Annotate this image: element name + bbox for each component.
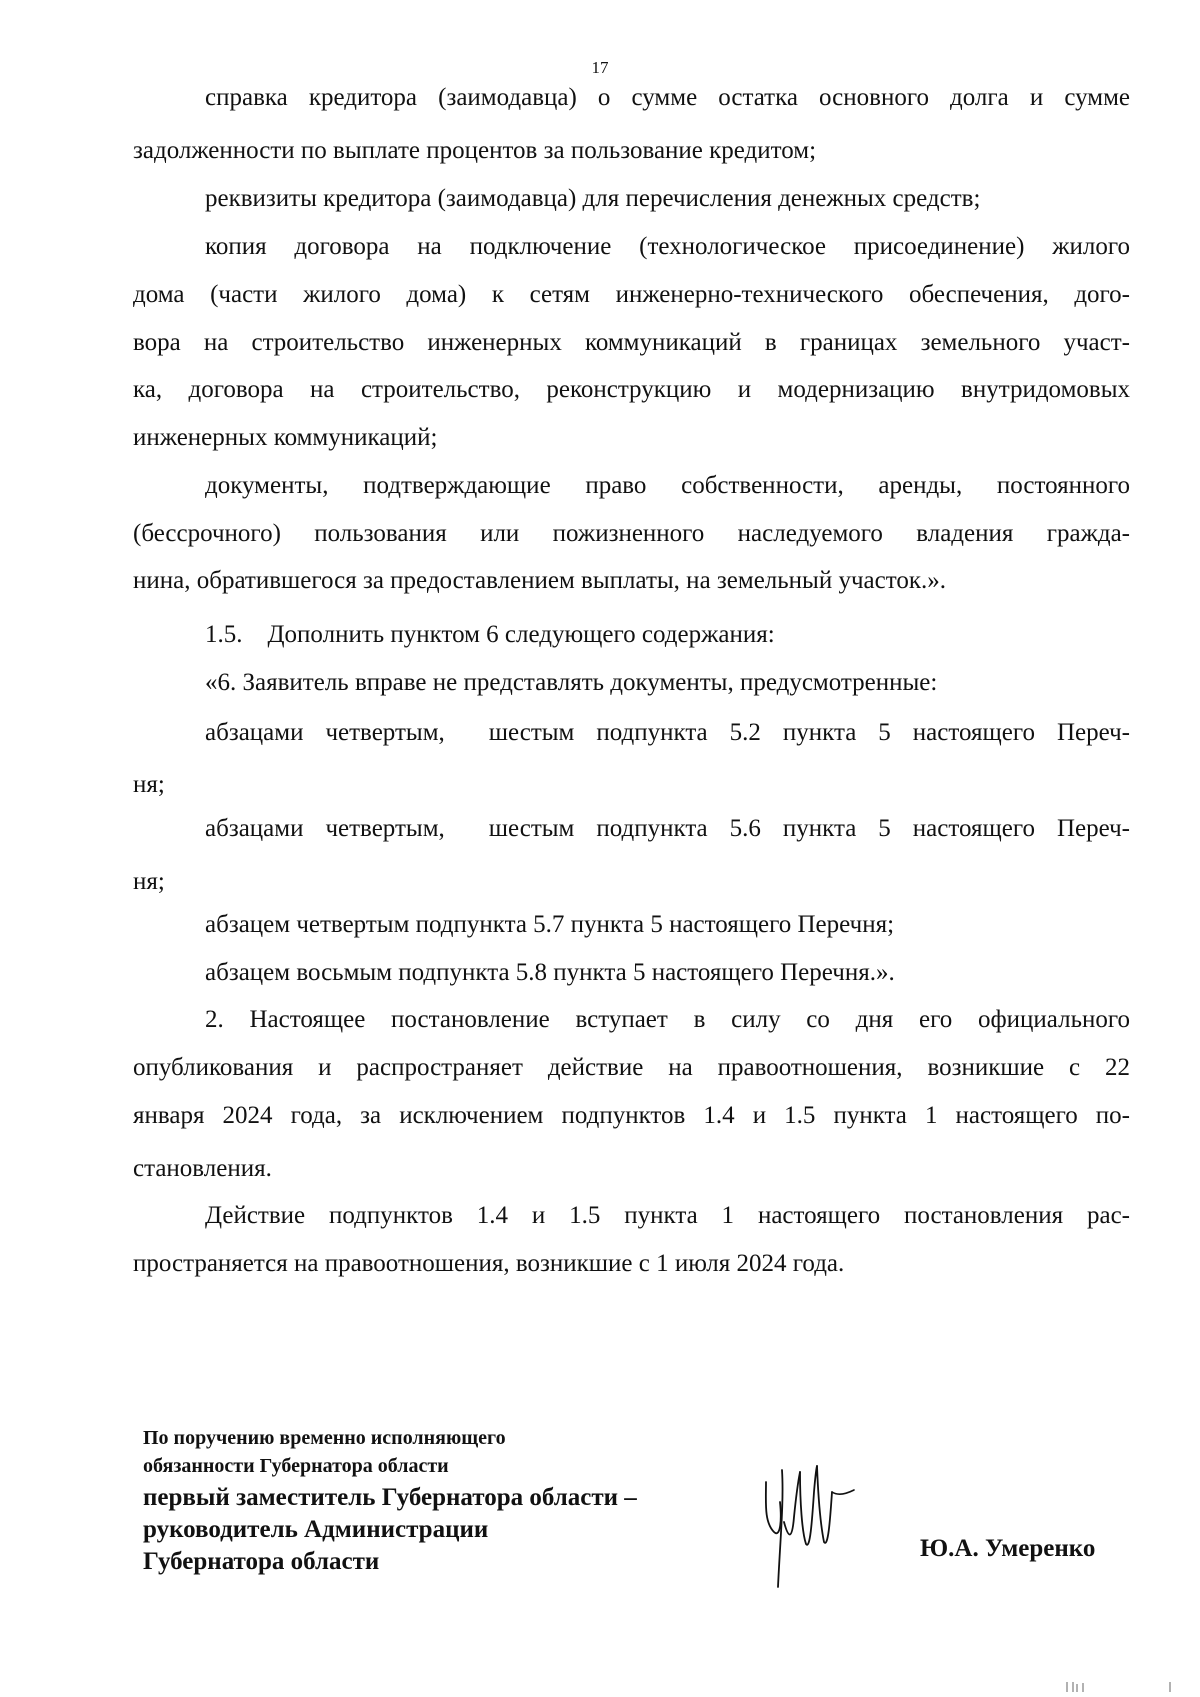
text-line: задолженности по выплате процентов за пользование кредитом; xyxy=(133,137,817,164)
signatory-name: Ю.А. Умеренко xyxy=(920,1535,1096,1562)
text-line: копия договора на подключение (технологическое присоединение) жилого xyxy=(205,233,1130,260)
text-line: становления. xyxy=(133,1155,272,1182)
text-line: ня; xyxy=(133,868,165,895)
text-line: абзацами четвертым, шестым подпункта 5.2 пункта 5 настоящего Переч- xyxy=(205,719,1130,746)
text-line: Действие подпунктов 1.4 и 1.5 пункта 1 настоящего постановления рас- xyxy=(205,1202,1130,1229)
text-line: документы, подтверждающие право собственности, аренды, постоянного xyxy=(205,472,1130,499)
scan-artifact-marks xyxy=(1065,1680,1175,1692)
text-line: 1.5. Дополнить пунктом 6 следующего содержания: xyxy=(205,621,775,648)
signature-position-line: первый заместитель Губернатора области – xyxy=(143,1484,637,1511)
text-line: реквизиты кредитора (заимодавца) для перечисления денежных средств; xyxy=(205,185,981,212)
text-line: дома (части жилого дома) к сетям инженерно-технического обеспечения, дого- xyxy=(133,281,1130,308)
text-line: инженерных коммуникаций; xyxy=(133,424,438,451)
page-number: 17 xyxy=(591,58,609,77)
text-line: опубликования и распространяет действие на правоотношения, возникшие с 22 xyxy=(133,1054,1130,1081)
text-line: абзацем четвертым подпункта 5.7 пункта 5 настоящего Перечня; xyxy=(205,911,895,938)
text-line: нина, обратившегося за предоставлением выплаты, на земельный участок.». xyxy=(133,567,946,594)
signature-title-line: обязанности Губернатора области xyxy=(143,1455,449,1477)
signature-position-line: руководитель Администрации xyxy=(143,1516,489,1543)
text-line: (бессрочного) пользования или пожизненного наследуемого владения гражда- xyxy=(133,520,1130,547)
text-line: января 2024 года, за исключением подпунктов 1.4 и 1.5 пункта 1 настоящего по- xyxy=(133,1102,1130,1129)
text-line: ка, договора на строительство, реконструкцию и модернизацию внутридомовых xyxy=(133,376,1130,403)
signature-position-line: Губернатора области xyxy=(143,1548,380,1575)
text-line: ня; xyxy=(133,771,165,798)
text-line: 2. Настоящее постановление вступает в силу со дня его официального xyxy=(205,1006,1130,1033)
text-line: справка кредитора (заимодавца) о сумме остатка основного долга и сумме xyxy=(205,84,1130,111)
text-line: «6. Заявитель вправе не представлять документы, предусмотренные: xyxy=(205,669,938,696)
text-line: пространяется на правоотношения, возникшие с 1 июля 2024 года. xyxy=(133,1250,845,1277)
text-line: абзацем восьмым подпункта 5.8 пункта 5 настоящего Перечня.». xyxy=(205,959,895,986)
handwritten-signature xyxy=(760,1462,870,1592)
signature-title-line: По поручению временно исполняющего xyxy=(143,1427,506,1449)
text-line: абзацами четвертым, шестым подпункта 5.6 пункта 5 настоящего Переч- xyxy=(205,815,1130,842)
text-line: вора на строительство инженерных коммуникаций в границах земельного участ- xyxy=(133,329,1130,356)
